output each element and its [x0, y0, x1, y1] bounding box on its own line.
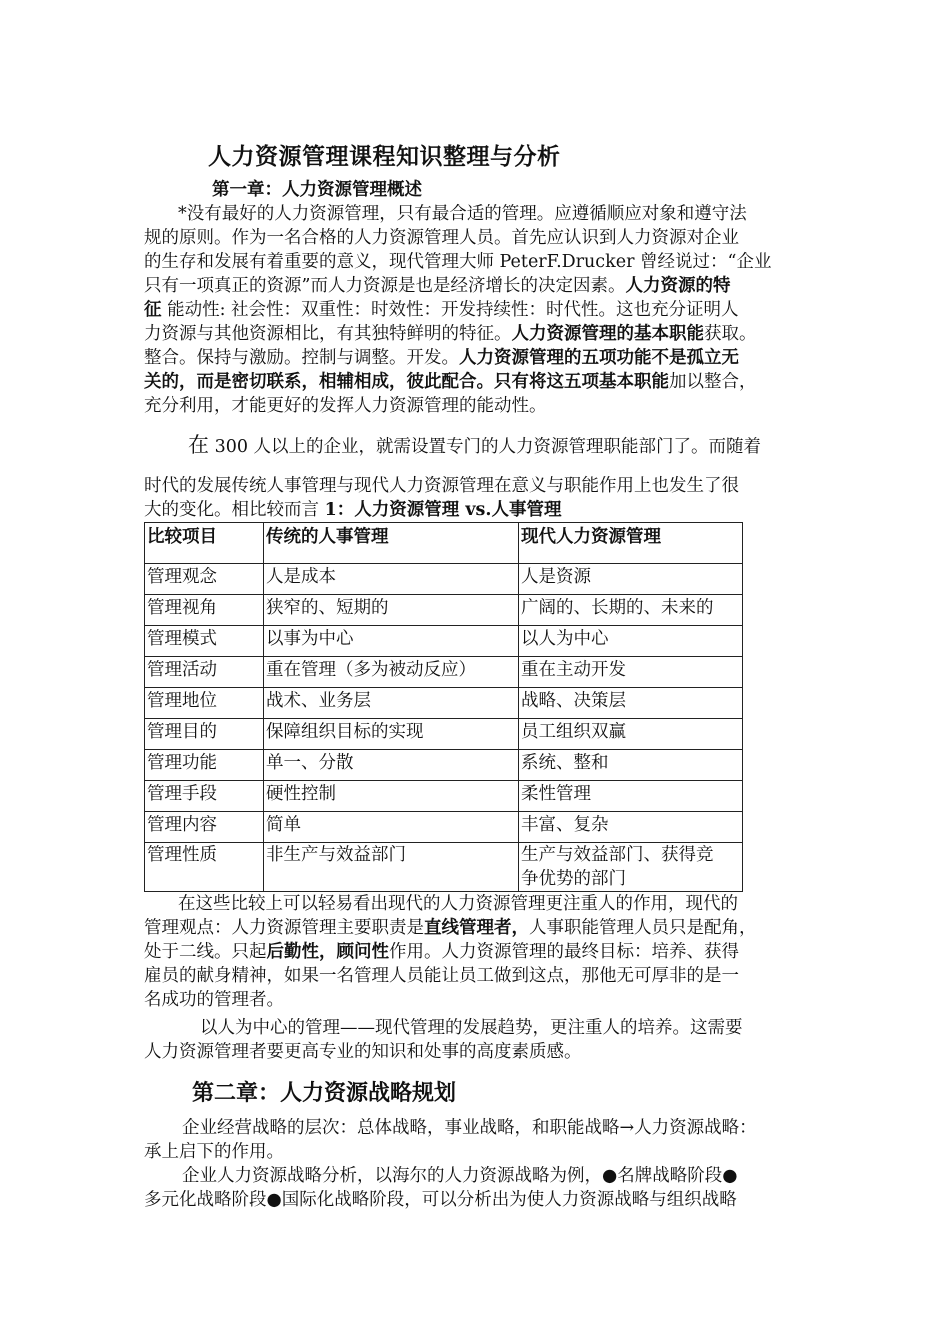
table-row: [145, 595, 743, 626]
p1-line-4: [144, 274, 730, 298]
table-row: [145, 750, 743, 781]
p3-line-2: [144, 916, 757, 940]
hr-basic-functions-bold: 人力资源管理的基本职能: [511, 324, 704, 344]
line-manager-bold: 直线管理者，: [424, 918, 529, 938]
p3-line-3-tail: 作用。人力资源管理的最终目标：培养、获得: [389, 942, 739, 962]
p1-line-8-text: 加以整合，: [669, 372, 757, 392]
p1-line-5: [144, 298, 739, 322]
table-header-cell: 传统的人事管理: [264, 523, 519, 564]
table-cell: 丰富、复杂: [519, 812, 743, 843]
p5-line-2: 承上启下的作用。: [144, 1142, 284, 1162]
table-row: [145, 626, 743, 657]
p3-line-2-tail: 人事职能管理人员只是配角，: [529, 918, 757, 938]
p3-line-4: 雇员的献身精神，如果一名管理人员能让员工做到这点，那他无可厚非的是一: [144, 966, 739, 986]
p4-line-1: 以人为中心的管理——现代管理的发展趋势，更注重人的培养。这需要: [200, 1018, 743, 1038]
table-cell: 硬性控制: [264, 781, 519, 812]
table-cell: 管理目的: [145, 719, 264, 750]
hr-characteristics-bold: 人力资源的特: [625, 276, 731, 296]
table-cell: 重在主动开发: [519, 657, 743, 688]
table-cell: 管理观念: [145, 564, 264, 595]
p1-line-7: [144, 346, 739, 370]
table-cell: 管理活动: [145, 657, 264, 688]
p3-line-5: 名成功的管理者。: [144, 990, 284, 1010]
p1-line-6: [144, 322, 757, 346]
p3-line-3-text: 处于二线。只起: [144, 942, 267, 962]
table-cell-line: 生产与效益部门、获得竞: [521, 845, 714, 865]
table-cell: 广阔的、长期的、未来的: [519, 595, 743, 626]
table-cell: [519, 843, 743, 892]
p1-line-2: 规的原则。作为一名合格的人力资源管理人员。首先应认识到人力资源对企业: [144, 228, 739, 248]
p2-line-1-text: 300 人以上的企业，就需设置专门的人力资源管理职能部门了。而随着: [209, 437, 762, 457]
p1-line-8: [144, 370, 757, 394]
p3-line-3: [144, 940, 739, 964]
p6-line-2: 多元化战略阶段●国际化战略阶段，可以分析出为使人力资源战略与组织战略: [144, 1190, 737, 1210]
table-row: [145, 781, 743, 812]
table-cell: 柔性管理: [519, 781, 743, 812]
table-cell: 系统、整和: [519, 750, 743, 781]
p1-line-3: 的生存和发展有着重要的意义，现代管理大师 PeterF.Drucker 曾经说过：“企业: [144, 252, 772, 272]
table-cell: 管理视角: [145, 595, 264, 626]
p2-first-char: 在: [188, 433, 209, 457]
p2-line-2: 时代的发展传统人事管理与现代人力资源管理在意义与职能作用上也发生了很: [144, 476, 739, 496]
table-cell: 保障组织目标的实现: [264, 719, 519, 750]
table-cell: 人是资源: [519, 564, 743, 595]
table-cell: 管理内容: [145, 812, 264, 843]
table-cell: 管理性质: [145, 843, 264, 892]
table-cell-line: 争优势的部门: [521, 869, 626, 889]
table-cell: 单一、分散: [264, 750, 519, 781]
table-row: [145, 657, 743, 688]
p1-line-5-text: 能动性: 社会性：双重性：时效性：开发持续性：时代性。这也充分证明人: [161, 300, 739, 320]
p1-line-5-bold: 征: [144, 300, 162, 320]
comparison-table: [144, 522, 743, 892]
table-row: [145, 812, 743, 843]
table-cell: 战略、决策层: [519, 688, 743, 719]
table-row: [145, 719, 743, 750]
p6-line-1: 企业人力资源战略分析，以海尔的人力资源战略为例，●名牌战略阶段●: [182, 1166, 738, 1186]
p1-line-6-tail: 获取。: [704, 324, 757, 344]
table-row: [145, 843, 743, 892]
table-cell: 人是成本: [264, 564, 519, 595]
table-row: [145, 688, 743, 719]
table-header-row: [145, 523, 743, 564]
table-cell: 重在管理（多为被动反应）: [264, 657, 519, 688]
p1-line-4-text: 只有一项真正的资源”而人力资源是也是经济增长的决定因素。: [144, 276, 626, 296]
table-cell: 战术、业务层: [264, 688, 519, 719]
document-title: 人力资源管理课程知识整理与分析: [208, 143, 561, 170]
p1-line-9: 充分利用，才能更好的发挥人力资源管理的能动性。: [144, 396, 547, 416]
p2-line-1: [188, 433, 761, 459]
table-cell: 狭窄的、短期的: [264, 595, 519, 626]
p2-line-3: [144, 498, 561, 522]
table-header-cell: 现代人力资源管理: [519, 523, 743, 564]
p1-line-7-text: 整合。保持与激励。控制与调整。开发。: [144, 348, 459, 368]
table-cell: 管理手段: [145, 781, 264, 812]
table-header-cell: 比较项目: [145, 523, 264, 564]
table-cell: 简单: [264, 812, 519, 843]
p5-line-1: 企业经营战略的层次：总体战略，事业战略，和职能战略→人力资源战略：: [182, 1118, 757, 1138]
table-cell: 员工组织双赢: [519, 719, 743, 750]
p1-line-8-bold: 关的，而是密切联系，相辅相成，彼此配合。只有将这五项基本职能: [144, 372, 669, 392]
p2-line-3-text: 大的变化。相比较而言: [144, 500, 325, 520]
support-role-bold: 后勤性，顾问性: [266, 942, 389, 962]
table-cell: 以事为中心: [264, 626, 519, 657]
chapter-1-heading: 第一章：人力资源管理概述: [212, 180, 422, 200]
table-cell: 非生产与效益部门: [264, 843, 519, 892]
p1-line-6-text: 力资源与其他资源相比，有其独特鲜明的特征。: [144, 324, 512, 344]
table-cell: 管理功能: [145, 750, 264, 781]
chapter-2-heading: 第二章：人力资源战略规划: [192, 1080, 457, 1106]
table-cell: 以人为中心: [519, 626, 743, 657]
p4-line-2: 人力资源管理者要更高专业的知识和处事的高度素质感。: [144, 1042, 582, 1062]
table-row: [145, 564, 743, 595]
five-functions-bold: 人力资源管理的五项功能不是孤立无: [459, 348, 739, 368]
p3-line-1: 在这些比较上可以轻易看出现代的人力资源管理更注重人的作用，现代的: [178, 894, 738, 914]
table-caption: 1：人力资源管理 vs.人事管理: [324, 500, 562, 520]
table-cell: 管理地位: [145, 688, 264, 719]
p1-line-1: *没有最好的人力资源管理，只有最合适的管理。应遵循顺应对象和遵守法: [178, 204, 747, 224]
p3-line-2-text: 管理观点：人力资源管理主要职责是: [144, 918, 424, 938]
table-cell: 管理模式: [145, 626, 264, 657]
